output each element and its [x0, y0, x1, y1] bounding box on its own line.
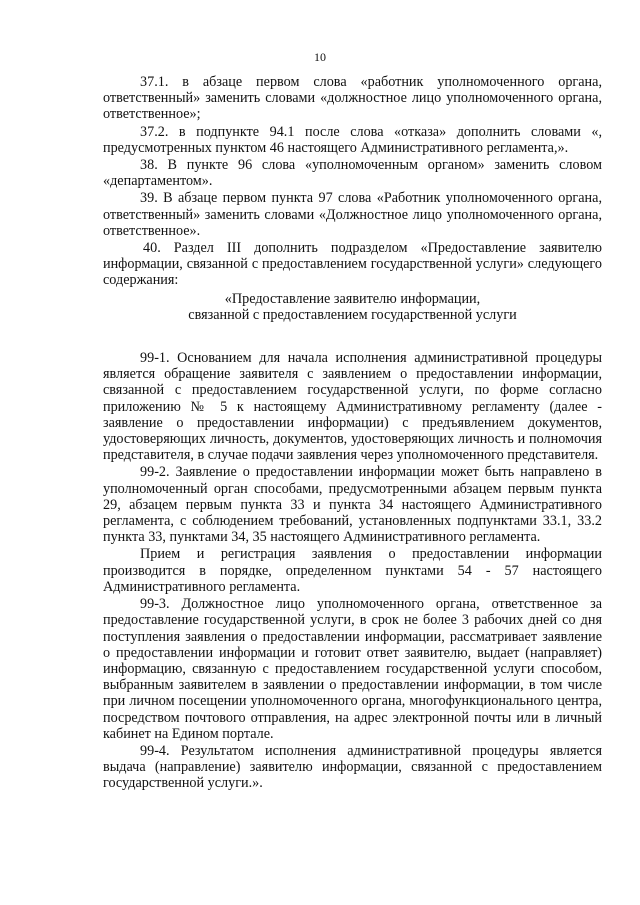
paragraph-99-3: 99-3. Должностное лицо уполномоченного органа, ответственное за предоставление государственной услуги, в срок не более 3 рабочих дней со дня поступления заявления о предоставлении информации, рассматривает заявление о предоставлении информации и готовит ответ заявителю, выдает (направляет) информацию, связанную с предоставлением государственной услуги способом, выбранным заявителем в заявлении о предоставлении информации, в том числе при личном посещении уполномоченного органа, многофункционального центра, посредством почтового отправления, на адрес электронной почты или в личный кабинет на Едином портале.	[103, 596, 602, 742]
paragraph-99-4: 99-4. Результатом исполнения административной процедуры является выдача (направление) заявителю информации, связанной с предоставлением государственной услуги.».	[103, 742, 602, 792]
amendment-39: 39. В абзаце первом пункта 97 слова «Работник уполномоченного органа, ответственный» заменить словами «Должностное лицо уполномоченного органа, ответственное».	[103, 190, 602, 239]
subsection-heading	[103, 291, 602, 323]
amendment-38: 38. В пункте 96 слова «уполномоченным органом» заменить словом «департаментом».	[103, 157, 602, 190]
document-body	[103, 74, 602, 793]
page-number: 10	[314, 50, 326, 64]
amendment-37-2: 37.2. в подпункте 94.1 после слова «отказа» дополнить словами «, предусмотренных пунктом 46 настоящего Административного регламента,».	[103, 123, 602, 156]
subsection-heading-line1: «Предоставление заявителю информации,	[224, 290, 481, 307]
section-gap	[103, 323, 602, 350]
amendment-40: 40. Раздел III дополнить подразделом «Предоставление заявителю информации, связанной с предоставлением государственной услуги» следующего содержания:	[103, 240, 602, 289]
subsection-heading-line2: связанной с предоставлением государственной услуги	[188, 306, 517, 323]
paragraph-99-2: 99-2. Заявление о предоставлении информации может быть направлено в уполномоченный орган способами, предусмотренными абзацем первым пункта 29, абзацем первым пункта 33 и пункта 34 настоящего Административного регламента, с соблюдением требований, установленных подпунктами 33.1, 33.2 пункта 33, пунктами 34, 35 настоящего Административного регламента.	[103, 464, 602, 546]
amendment-37-1: 37.1. в абзаце первом слова «работник уполномоченного органа, ответственный» заменить словами «должностное лицо уполномоченного органа, ответственное»;	[103, 74, 602, 123]
paragraph-reception: Прием и регистрация заявления о предоставлении информации производится в порядке, определенном пунктами 54 - 57 настоящего Административного регламента.	[103, 546, 602, 595]
paragraph-99-1: 99-1. Основанием для начала исполнения административной процедуры является обращение заявителя с заявлением о предоставлении информации, связанной с предоставлением государственной услуги, по форме согласно приложению № 5 к настоящему Административному регламенту (далее - заявление о предоставлении информации) с предъявлением документов, удостоверяющих личность, документов, удостоверяющих личность и полномочия представителя, в случае подачи заявления через уполномоченного представителя.	[103, 350, 602, 464]
